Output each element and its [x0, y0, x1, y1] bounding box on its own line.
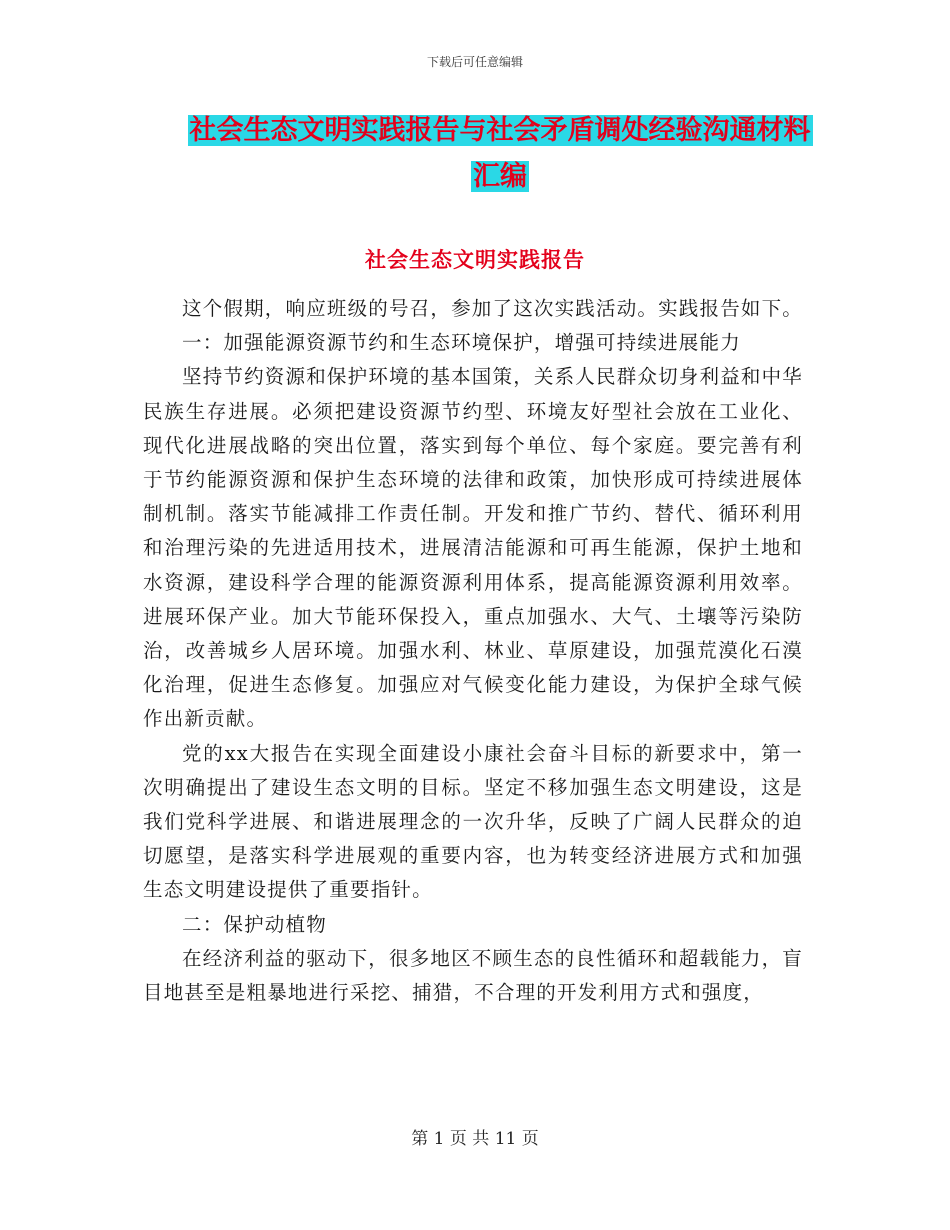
paragraph-party-report: 党的xx大报告在实现全面建设小康社会奋斗目标的新要求中，第一次明确提出了建设生态文明的目标。坚定不移加强生态文明建设，这是我们党科学进展、和谐进展理念的一次升华，反映了广阔人民群众的迫切愿望，是落实科学进展观的重要内容，也为转变经济进展方式和加强生态文明建设提供了重要指针。 [143, 741, 803, 902]
heading-two: 二：保护动植物 [182, 912, 327, 936]
document-title [140, 108, 860, 200]
page-footer: 第 1 页 共 11 页 [411, 1129, 539, 1149]
section-title: 社会生态文明实践报告 [365, 248, 585, 272]
paragraph-conservation: 坚持节约资源和保护环境的基本国策，关系人民群众切身利益和中华民族生存进展。必须把建设资源节约型、环境友好型社会放在工业化、现代化进展战略的突出位置，落实到每个单位、每个家庭。要完善有利于节约能源资源和保护生态环境的法律和政策，加快形成可持续进展体制机制。落实节能减排工作责任制。开发和推广节约、替代、循环利用和治理污染的先进适用技术，进展清洁能源和可再生能源，保护土地和水资源，建设科学合理的能源资源利用体系，提高能源资源利用效率。进展环保产业。加大节能环保投入，重点加强水、大气、土壤等污染防治，改善城乡人居环境。加强水利、林业、草原建设，加强荒漠化石漠化治理，促进生态修复。加强应对气候变化能力建设，为保护全球气候作出新贡献。 [143, 365, 804, 731]
title-line-2: 汇编 [473, 161, 527, 192]
heading-one: 一：加强能源资源节约和生态环境保护，增强可持续进展能力 [182, 331, 741, 355]
title-line-1: 社会生态文明实践报告与社会矛盾调处经验沟通材料 [189, 115, 811, 146]
header-note: 下载后可任意编辑 [426, 55, 523, 69]
paragraph-wildlife: 在经济利益的驱动下，很多地区不顾生态的良性循环和超载能力，盲目地甚至是粗暴地进行采挖、捕猎，不合理的开发利用方式和强度， [143, 946, 804, 1005]
paragraph-intro: 这个假期，响应班级的号召，参加了这次实践活动。实践报告如下。 [182, 297, 804, 320]
document-body [143, 292, 803, 1010]
